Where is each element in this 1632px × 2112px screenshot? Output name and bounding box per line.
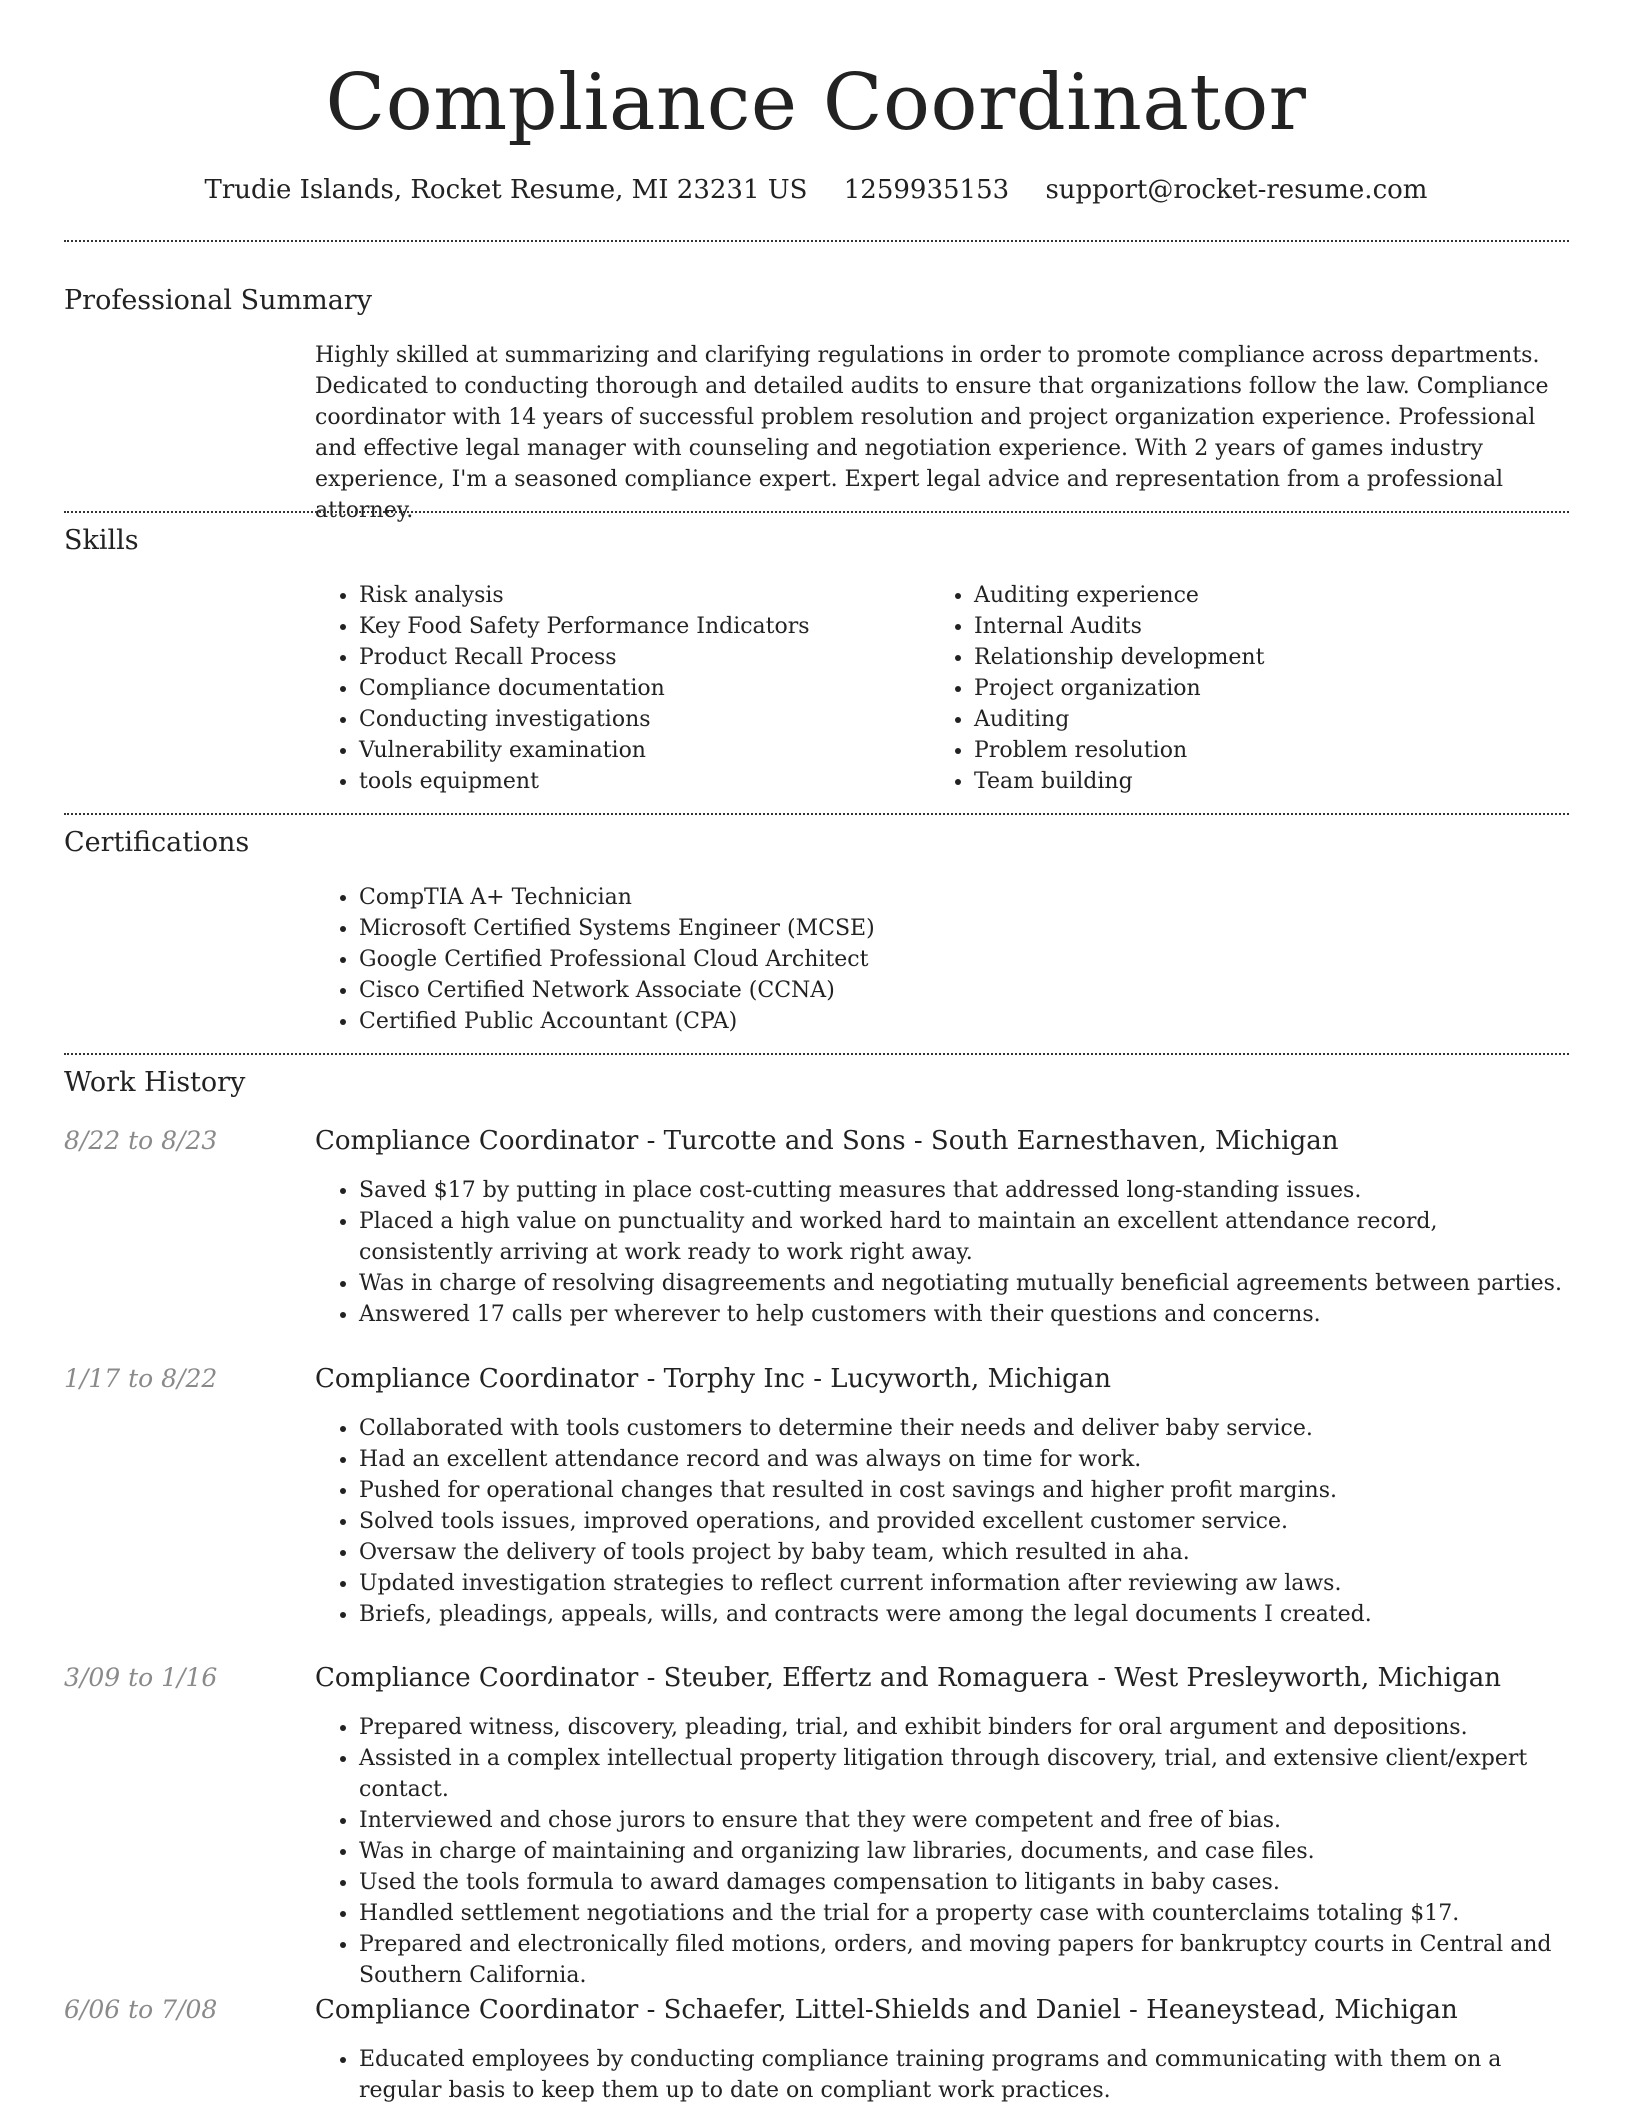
list-item: • Oversaw the delivery of tools project by baby team, which resulted in aha. <box>359 1537 1571 1568</box>
contact-address: Trudie Islands, Rocket Resume, MI 23231 US <box>204 175 808 205</box>
divider <box>64 511 1569 513</box>
skills-list-left <box>315 580 915 797</box>
list-item: • Auditing experience <box>974 580 1530 611</box>
list-item: • Cisco Certified Network Associate (CCNA) <box>359 975 1315 1006</box>
divider <box>64 1053 1569 1055</box>
list-item: • Relationship development <box>974 642 1530 673</box>
list-item: • Vulnerability examination <box>359 735 915 766</box>
list-item: • Briefs, pleadings, appeals, wills, and contracts were among the legal documents I created. <box>359 1599 1571 1630</box>
list-item: • Interviewed and chose jurors to ensure that they were competent and free of bias. <box>359 1805 1571 1836</box>
certifications-list <box>315 882 1315 1037</box>
job-title: Compliance Coordinator - Steuber, Effertz and Romaguera - West Presleyworth, Michigan <box>315 1663 1501 1693</box>
list-item: • Key Food Safety Performance Indicators <box>359 611 915 642</box>
list-item: • Placed a high value on punctuality and worked hard to maintain an excellent attendance record, consistently arriving at work ready to work right away. <box>359 1206 1571 1268</box>
section-title-certifications: Certifications <box>64 827 250 858</box>
job-bullets <box>315 1413 1571 1630</box>
job-bullets <box>315 1712 1571 1991</box>
contact-line <box>0 170 1632 210</box>
list-item: • Was in charge of resolving disagreements and negotiating mutually beneficial agreements between parties. <box>359 1268 1571 1299</box>
list-item: • Solved tools issues, improved operations, and provided excellent customer service. <box>359 1506 1571 1537</box>
job-bullets <box>315 1175 1571 1330</box>
list-item: • Pushed for operational changes that resulted in cost savings and higher profit margins. <box>359 1475 1571 1506</box>
summary-text: Highly skilled at summarizing and clarifying regulations in order to promote compliance across departments. Dedicated to conducting thorough and detailed audits to ensure that organizations follow the law. Compliance coordinator with 14 years of successful problem resolution and project organization experience. Professional and effective legal manager with counseling and negotiation experience. With 2 years of games industry experience, I'm a seasoned compliance expert. Expert legal advice and representation from a professional attorney. <box>315 343 1549 523</box>
list-item: • Product Recall Process <box>359 642 915 673</box>
list-item: • Answered 17 calls per wherever to help customers with their questions and concerns. <box>359 1299 1571 1330</box>
contact-email: support@rocket-resume.com <box>1045 175 1428 205</box>
list-item: • Certified Public Accountant (CPA) <box>359 1006 1315 1037</box>
list-item: • Collaborated with tools customers to determine their needs and deliver baby service. <box>359 1413 1571 1444</box>
list-item: • Prepared witness, discovery, pleading, trial, and exhibit binders for oral argument and depositions. <box>359 1712 1571 1743</box>
divider <box>64 813 1569 815</box>
list-item: • Educated employees by conducting compliance training programs and communicating with them on a regular basis to keep them up to date on compliant work practices. <box>359 2044 1571 2106</box>
contact-phone: 1259935153 <box>843 175 1010 205</box>
job-title: Compliance Coordinator - Torphy Inc - Lucyworth, Michigan <box>315 1364 1112 1394</box>
section-title-work-history: Work History <box>64 1067 246 1098</box>
list-item: • Team building <box>974 766 1530 797</box>
candidate-name: Compliance Coordinator <box>325 58 1307 148</box>
job-title: Compliance Coordinator - Turcotte and Sons - South Earnesthaven, Michigan <box>315 1126 1339 1156</box>
list-item: • Had an excellent attendance record and was always on time for work. <box>359 1444 1571 1475</box>
list-item: • Saved $17 by putting in place cost-cutting measures that addressed long-standing issues. <box>359 1175 1571 1206</box>
list-item: • CompTIA A+ Technician <box>359 882 1315 913</box>
list-item: • Assisted in a complex intellectual property litigation through discovery, trial, and extensive client/expert contact. <box>359 1743 1571 1805</box>
job-dates: 8/22 to 8/23 <box>64 1126 218 1155</box>
list-item: • Internal Audits <box>974 611 1530 642</box>
job-bullets <box>315 2044 1571 2106</box>
skills-list-right <box>930 580 1530 797</box>
list-item: • Risk analysis <box>359 580 915 611</box>
job-title: Compliance Coordinator - Schaefer, Littel-Shields and Daniel - Heaneystead, Michigan <box>315 1995 1458 2025</box>
list-item: • Updated investigation strategies to reflect current information after reviewing aw laws. <box>359 1568 1571 1599</box>
job-dates: 3/09 to 1/16 <box>64 1663 218 1692</box>
list-item: • Google Certified Professional Cloud Architect <box>359 944 1315 975</box>
list-item: • Auditing <box>974 704 1530 735</box>
section-title-summary: Professional Summary <box>64 285 372 316</box>
list-item: • tools equipment <box>359 766 915 797</box>
job-dates: 1/17 to 8/22 <box>64 1364 218 1393</box>
list-item: • Conducting investigations <box>359 704 915 735</box>
list-item: • Handled settlement negotiations and the trial for a property case with counterclaims totaling $17. <box>359 1898 1571 1929</box>
job-dates: 6/06 to 7/08 <box>64 1995 218 2024</box>
list-item: • Was in charge of maintaining and organizing law libraries, documents, and case files. <box>359 1836 1571 1867</box>
divider <box>64 240 1569 242</box>
list-item: • Compliance documentation <box>359 673 915 704</box>
list-item: • Problem resolution <box>974 735 1530 766</box>
list-item: • Project organization <box>974 673 1530 704</box>
section-title-skills: Skills <box>64 525 139 556</box>
list-item: • Used the tools formula to award damages compensation to litigants in baby cases. <box>359 1867 1571 1898</box>
list-item: • Prepared and electronically filed motions, orders, and moving papers for bankruptcy courts in Central and Southern California. <box>359 1929 1571 1991</box>
list-item: • Microsoft Certified Systems Engineer (MCSE) <box>359 913 1315 944</box>
